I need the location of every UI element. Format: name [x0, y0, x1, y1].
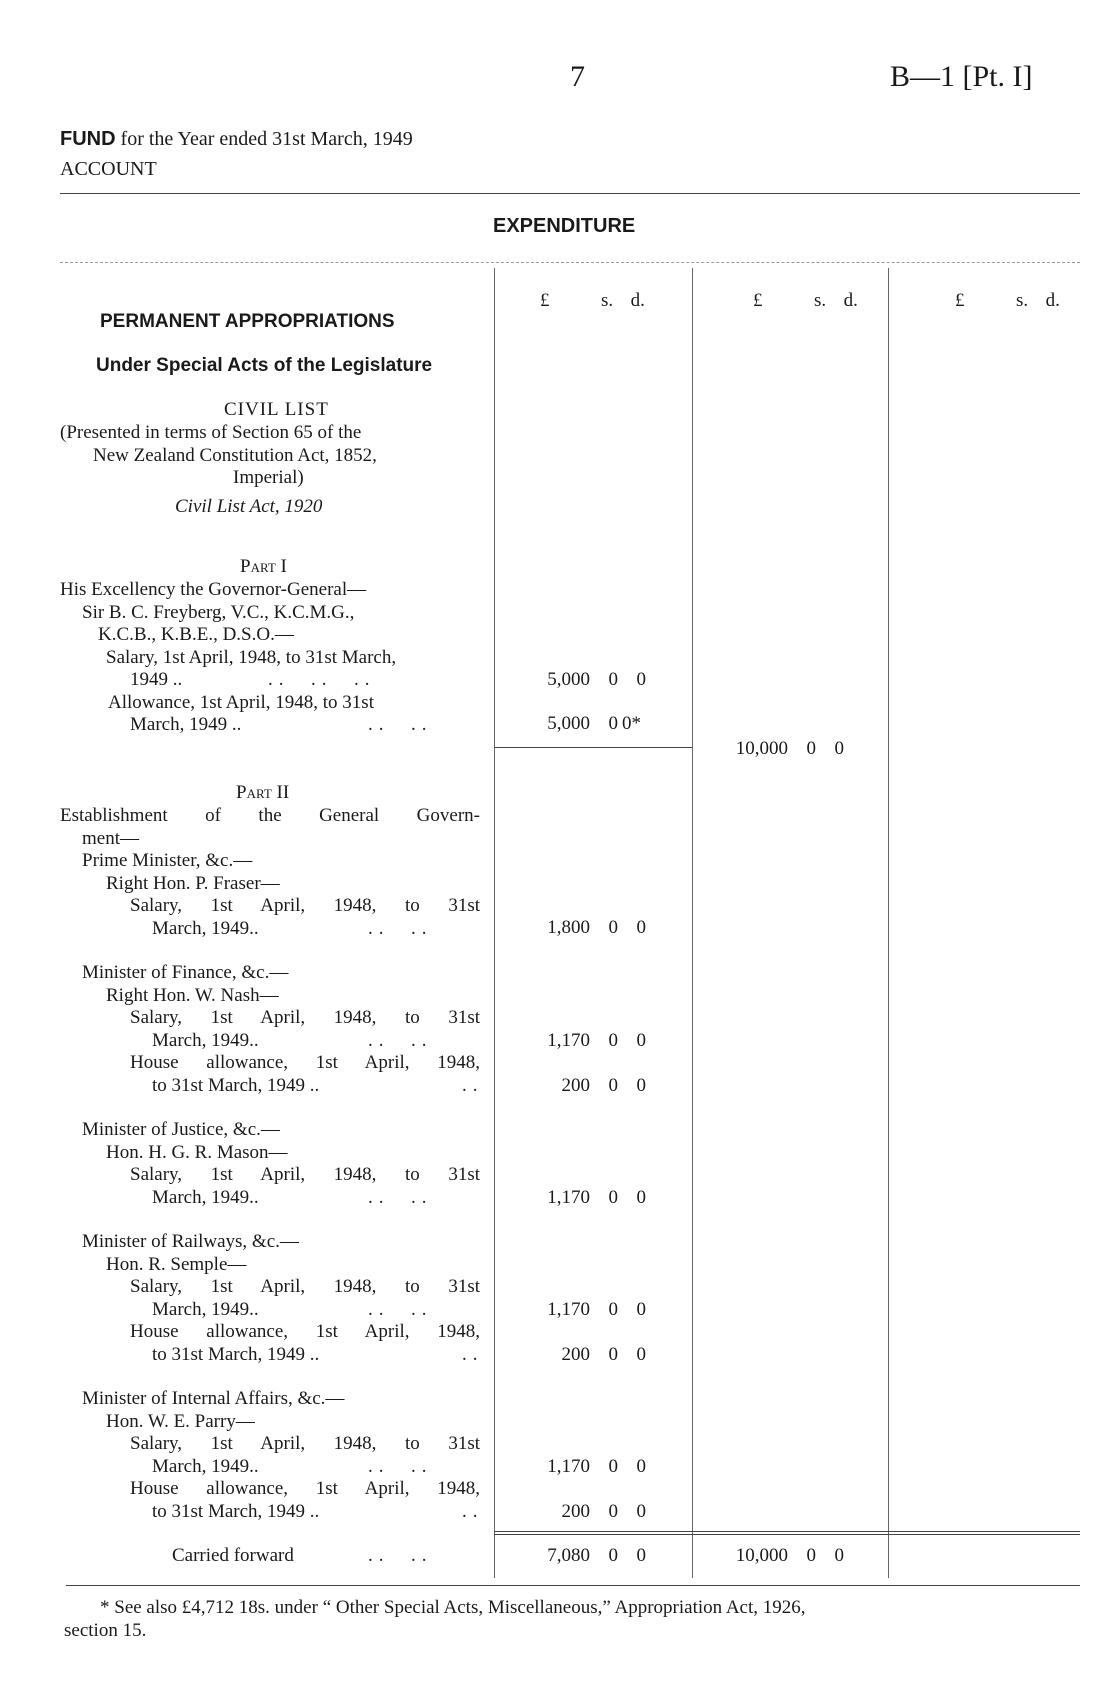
carried-rule-top [494, 1531, 1080, 1532]
presented-line-3: Imperial) [233, 467, 304, 488]
part1-line-6: Allowance, 1st April, 1948, to 31st [108, 691, 374, 713]
part1-line-4: Salary, 1st April, 1948, to 31st March, [106, 646, 397, 668]
part1-line-5: 1949 .. .. .. .. [130, 669, 376, 690]
finance-line-2: Right Hon. W. Nash— [106, 984, 279, 1006]
part1-line-3: K.C.B., K.B.E., D.S.O.— [98, 624, 294, 645]
footnote-rule [66, 1585, 1080, 1586]
part2-intro [60, 805, 480, 850]
internal-salary-amount: 1,170 0 0 [547, 1456, 646, 1477]
part1-line-1: His Excellency the Governor-General— [60, 579, 367, 600]
internal-line-1: Minister of Internal Affairs, &c.— [82, 1388, 345, 1409]
prime-minister-block [60, 850, 480, 940]
part1-subtotal-rule [494, 747, 692, 748]
carried-col1-amount: 7,080 0 0 [547, 1545, 646, 1566]
justice-line-3: Salary, 1st April, 1948, to 31st [130, 1164, 480, 1185]
col2-shillings: s. [814, 290, 827, 311]
fund-bold: FUND [60, 128, 116, 150]
prime-salary-amount: 1,800 0 0 [547, 917, 646, 938]
internal-line-2: Hon. W. E. Parry— [106, 1410, 255, 1432]
railways-line-4: March, 1949.. .. .. [152, 1298, 433, 1320]
internal-line-4: March, 1949.. .. .. [152, 1455, 433, 1477]
page-reference: B—1 [Pt. I] [890, 60, 1033, 93]
presented-line-2: New Zealand Constitution Act, 1852, [93, 445, 377, 466]
col2-pence: d. [843, 290, 858, 311]
column-rule-2 [692, 268, 693, 1578]
carried-forward-dots: .. .. [368, 1545, 433, 1566]
col3-header [955, 290, 1060, 312]
internal-line-5: House allowance, 1st April, 1948, [130, 1478, 480, 1499]
expenditure-heading: EXPENDITURE [493, 215, 636, 237]
part2-line-2: ment— [82, 827, 139, 849]
col2-pounds: £ [753, 290, 763, 311]
finance-line-5: House allowance, 1st April, 1948, [130, 1052, 480, 1073]
col2-header [753, 290, 858, 312]
prime-line-4: March, 1949.. .. .. [152, 917, 433, 939]
justice-line-2: Hon. H. G. R. Mason— [106, 1141, 288, 1163]
col1-pounds: £ [540, 290, 550, 311]
civil-list-heading: CIVIL LIST [224, 399, 329, 420]
account-label: ACCOUNT [60, 158, 157, 180]
finance-line-1: Minister of Finance, &c.— [82, 962, 289, 983]
column-rule-1 [494, 268, 495, 1578]
footnote-line-2: section 15. [64, 1620, 147, 1641]
column-head-rule [60, 262, 1080, 263]
railways-line-2: Hon. R. Semple— [106, 1253, 247, 1275]
under-special-acts: Under Special Acts of the Legislature [96, 355, 433, 376]
column-rule-3 [888, 268, 889, 1578]
fund-rest: for the Year ended 31st March, 1949 [120, 128, 413, 150]
railways-block [60, 1231, 484, 1366]
finance-house-amount: 200 0 0 [561, 1075, 646, 1096]
carried-forward-label: Carried forward [172, 1545, 294, 1566]
justice-block [60, 1119, 480, 1209]
carried-rule-top-2 [494, 1534, 1080, 1535]
internal-house-amount: 200 0 0 [561, 1501, 646, 1522]
finance-salary-amount: 1,170 0 0 [547, 1030, 646, 1051]
col1-shillings: s. [601, 290, 614, 311]
railways-salary-amount: 1,170 0 0 [547, 1299, 646, 1320]
finance-line-6: to 31st March, 1949 .. .. [152, 1074, 484, 1096]
finance-line-4: March, 1949.. .. .. [152, 1029, 433, 1051]
col3-pounds: £ [955, 290, 965, 311]
railways-line-6: to 31st March, 1949 .. .. [152, 1343, 484, 1365]
finance-line-3: Salary, 1st April, 1948, to 31st [130, 1007, 480, 1028]
railways-house-amount: 200 0 0 [561, 1344, 646, 1365]
part1-block [60, 579, 480, 737]
railways-line-3: Salary, 1st April, 1948, to 31st [130, 1276, 480, 1297]
part2-heading: Part II [236, 782, 290, 803]
part1-total-amount: 10,000 0 0 [735, 738, 844, 759]
finance-block [60, 962, 484, 1097]
internal-line-3: Salary, 1st April, 1948, to 31st [130, 1433, 480, 1454]
part1-line-7: March, 1949 .. .. .. [130, 714, 433, 735]
col1-pence: d. [630, 290, 645, 311]
internal-line-6: to 31st March, 1949 .. .. [152, 1500, 484, 1522]
col1-header [540, 290, 645, 312]
railways-line-5: House allowance, 1st April, 1948, [130, 1321, 480, 1342]
part1-heading: Part I [240, 556, 287, 577]
permanent-appropriations: PERMANENT APPROPRIATIONS [100, 311, 395, 332]
fund-title [60, 128, 413, 151]
civil-list-act: Civil List Act, 1920 [175, 496, 323, 517]
page-number: 7 [570, 60, 585, 93]
header-rule [60, 193, 1080, 194]
prime-line-1: Prime Minister, &c.— [82, 850, 253, 871]
footnote-line-1: * See also £4,712 18s. under “ Other Special Acts, Miscellaneous,” Appropriation Act, 1926, [100, 1597, 806, 1618]
part1-allowance-amount: 5,000 0 0* [547, 713, 641, 734]
part1-salary-amount: 5,000 0 0 [547, 669, 646, 690]
justice-salary-amount: 1,170 0 0 [547, 1187, 646, 1208]
justice-line-1: Minister of Justice, &c.— [82, 1119, 280, 1140]
presented-line-1: (Presented in terms of Section 65 of the [60, 422, 362, 443]
prime-line-2: Right Hon. P. Fraser— [106, 872, 280, 894]
internal-block [60, 1388, 484, 1523]
part2-line-1: Establishment of the General Govern- [60, 805, 480, 826]
carried-col2-amount: 10,000 0 0 [735, 1545, 844, 1566]
part1-line-2: Sir B. C. Freyberg, V.C., K.C.M.G., [82, 601, 355, 623]
prime-line-3: Salary, 1st April, 1948, to 31st [130, 895, 480, 916]
col3-shillings: s. [1016, 290, 1029, 311]
col3-pence: d. [1045, 290, 1060, 311]
justice-line-4: March, 1949.. .. .. [152, 1186, 433, 1208]
railways-line-1: Minister of Railways, &c.— [82, 1231, 299, 1252]
